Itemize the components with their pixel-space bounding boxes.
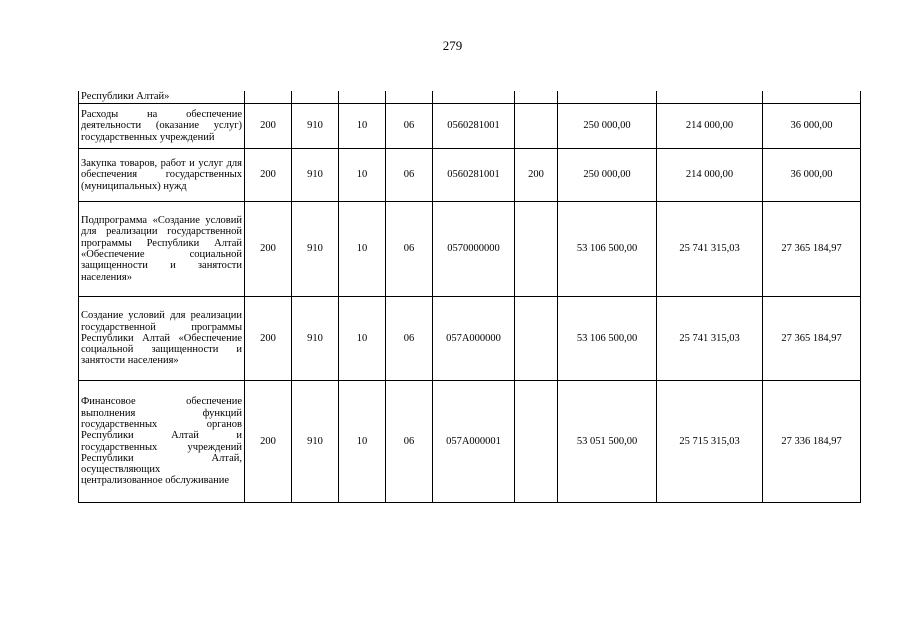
- code-cell: 06: [386, 104, 433, 149]
- target-code-cell: 0560281001: [433, 149, 515, 202]
- sum-cell: 53 051 500,00: [558, 381, 657, 503]
- target-code-cell: 0570000000: [433, 202, 515, 297]
- expense-type-cell: [515, 104, 558, 149]
- code-cell: 910: [292, 381, 339, 503]
- code-cell: 200: [245, 297, 292, 381]
- sum-cell: 214 000,00: [657, 104, 763, 149]
- target-code-cell: 0560281001: [433, 104, 515, 149]
- expense-type-cell: [515, 91, 558, 104]
- sum-cell: 27 336 184,97: [763, 381, 861, 503]
- sum-cell: 25 715 315,03: [657, 381, 763, 503]
- code-cell: 06: [386, 297, 433, 381]
- code-cell: 10: [339, 149, 386, 202]
- code-cell: 910: [292, 297, 339, 381]
- code-cell: 10: [339, 297, 386, 381]
- code-cell: 200: [245, 381, 292, 503]
- code-cell: 10: [339, 381, 386, 503]
- code-cell: 10: [339, 104, 386, 149]
- page-number: 279: [442, 38, 463, 53]
- table-row: [79, 297, 861, 381]
- table-row: [79, 149, 861, 202]
- row-name: Создание условий для реализации государственной программы Республики Алтай «Обеспечение социальной защищенности и занятости населения»: [79, 297, 245, 381]
- expense-type-cell: [515, 297, 558, 381]
- expense-type-cell: [515, 202, 558, 297]
- target-code-cell: 057А000001: [433, 381, 515, 503]
- sum-cell: 36 000,00: [763, 104, 861, 149]
- sum-cell: 53 106 500,00: [558, 202, 657, 297]
- code-cell: 910: [292, 202, 339, 297]
- table-row: [79, 91, 861, 104]
- code-cell: 06: [386, 381, 433, 503]
- row-name: Республики Алтай»: [79, 91, 245, 104]
- sum-cell: 53 106 500,00: [558, 297, 657, 381]
- budget-table: [78, 91, 861, 503]
- row-name: Расходы на обеспечение деятельности (оказание услуг) государственных учреждений: [79, 104, 245, 149]
- target-code-cell: 057А000000: [433, 297, 515, 381]
- table-row: [79, 104, 861, 149]
- row-name: Подпрограмма «Создание условий для реализации государственной программы Республики Алтай «Обеспечение социальной защищенности и занятости населения»: [79, 202, 245, 297]
- sum-cell: 250 000,00: [558, 104, 657, 149]
- sum-cell: 25 741 315,03: [657, 297, 763, 381]
- sum-cell: 214 000,00: [657, 149, 763, 202]
- code-cell: 200: [245, 104, 292, 149]
- sum-cell: 27 365 184,97: [763, 202, 861, 297]
- code-cell: 10: [339, 202, 386, 297]
- code-cell: 06: [386, 149, 433, 202]
- sum-cell: [558, 91, 657, 104]
- sum-cell: 36 000,00: [763, 149, 861, 202]
- expense-type-cell: 200: [515, 149, 558, 202]
- sum-cell: 27 365 184,97: [763, 297, 861, 381]
- code-cell: 910: [292, 149, 339, 202]
- code-cell: [245, 91, 292, 104]
- row-name: Финансовое обеспечение выполнения функций государственных органов Республики Алтай и государственных учреждений Республики Алтай, осуществляющих централизованное обслуживание: [79, 381, 245, 503]
- sum-cell: [657, 91, 763, 104]
- table-row: [79, 381, 861, 503]
- code-cell: 06: [386, 202, 433, 297]
- code-cell: [339, 91, 386, 104]
- code-cell: 910: [292, 104, 339, 149]
- sum-cell: [763, 91, 861, 104]
- row-name: Закупка товаров, работ и услуг для обеспечения государственных (муниципальных) нужд: [79, 149, 245, 202]
- expense-type-cell: [515, 381, 558, 503]
- code-cell: 200: [245, 202, 292, 297]
- code-cell: [386, 91, 433, 104]
- code-cell: 200: [245, 149, 292, 202]
- table-row: [79, 202, 861, 297]
- code-cell: [292, 91, 339, 104]
- sum-cell: 25 741 315,03: [657, 202, 763, 297]
- target-code-cell: [433, 91, 515, 104]
- sum-cell: 250 000,00: [558, 149, 657, 202]
